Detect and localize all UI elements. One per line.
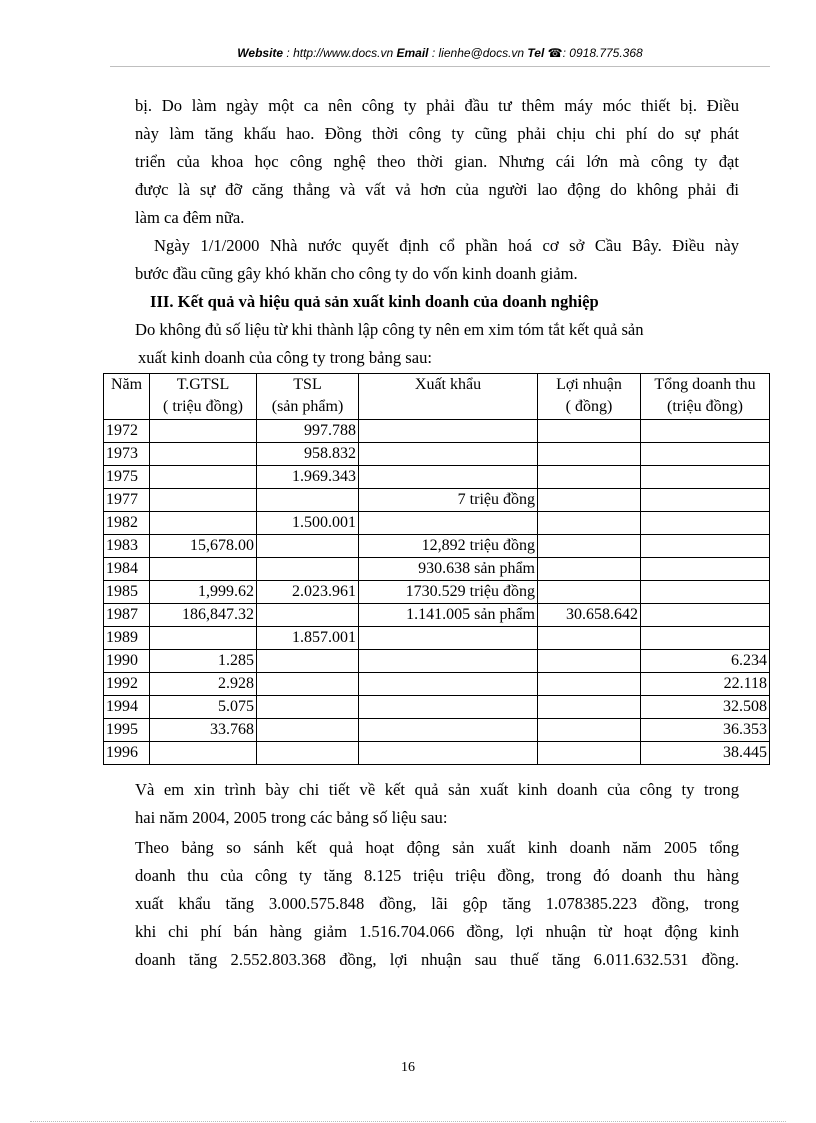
- cell-year: 1983: [104, 535, 150, 558]
- cell-tsl: [257, 696, 359, 719]
- header-gtsl: T.GTSL ( triệu đồng): [150, 374, 257, 420]
- text-line: Và em xin trình bày chi tiết về kết quả sản xuất kinh doanh của công ty trong: [135, 780, 739, 799]
- cell-tsl: [257, 650, 359, 673]
- table-row: [104, 696, 770, 719]
- paragraph-2: [135, 232, 739, 288]
- cell-export: [359, 443, 538, 466]
- cell-gtsl: [150, 558, 257, 581]
- text-line: xuất kinh doanh của công ty trong bảng sau:: [138, 348, 433, 367]
- cell-revenue: [641, 443, 770, 466]
- cell-revenue: 6.234: [641, 650, 770, 673]
- cell-tsl: [257, 558, 359, 581]
- cell-year: 1989: [104, 627, 150, 650]
- table-row: [104, 627, 770, 650]
- cell-gtsl: 2.928: [150, 673, 257, 696]
- header-year: Năm: [104, 374, 150, 420]
- website-value: : http://www.docs.vn: [286, 46, 394, 60]
- cell-profit: [538, 650, 641, 673]
- cell-year: 1992: [104, 673, 150, 696]
- page-header: [110, 46, 770, 60]
- cell-revenue: [641, 466, 770, 489]
- text-line: xuất khẩu tăng 3.000.575.848 đồng, lãi gộp tăng 1.078385.223 đồng, trong: [135, 894, 739, 913]
- cell-export: [359, 742, 538, 765]
- table-row: [104, 604, 770, 627]
- text-line: Ngày 1/1/2000 Nhà nước quyết định cổ phần hoá cơ sở Cầu Bây. Điều này: [154, 236, 739, 255]
- cell-year: 1975: [104, 466, 150, 489]
- section-title: III. Kết quả và hiệu quả sản xuất kinh doanh của doanh nghiệp: [150, 292, 599, 311]
- cell-year: 1990: [104, 650, 150, 673]
- cell-tsl: [257, 719, 359, 742]
- cell-tsl: [257, 535, 359, 558]
- cell-revenue: [641, 558, 770, 581]
- table-row: [104, 673, 770, 696]
- paragraph-4: [135, 776, 739, 832]
- cell-gtsl: [150, 627, 257, 650]
- cell-export: [359, 650, 538, 673]
- text-line: triển của khoa học công nghệ theo thời gian. Nhưng cái lớn mà công ty đạt: [135, 152, 739, 171]
- cell-export: 12,892 triệu đồng: [359, 535, 538, 558]
- text-line: làm ca đêm nữa.: [135, 208, 245, 227]
- cell-year: 1987: [104, 604, 150, 627]
- header-tsl: TSL (sản phẩm): [257, 374, 359, 420]
- text-line: bị. Do làm ngày một ca nên công ty phải đầu tư thêm máy móc thiết bị. Điều: [135, 96, 739, 115]
- cell-year: 1996: [104, 742, 150, 765]
- cell-revenue: [641, 627, 770, 650]
- header-revenue: Tổng doanh thu (triệu đồng): [641, 374, 770, 420]
- cell-revenue: 22.118: [641, 673, 770, 696]
- cell-tsl: [257, 604, 359, 627]
- footer-divider: [30, 1121, 786, 1122]
- text-line: này làm tăng khấu hao. Đồng thời công ty cũng phải chịu chi phí do sự phát: [135, 124, 739, 143]
- cell-tsl: [257, 489, 359, 512]
- text-line: Theo bảng so sánh kết quả hoạt động sản xuất kinh doanh năm 2005 tổng: [135, 838, 739, 857]
- cell-revenue: [641, 604, 770, 627]
- cell-profit: [538, 581, 641, 604]
- cell-gtsl: [150, 489, 257, 512]
- cell-tsl: 997.788: [257, 420, 359, 443]
- cell-tsl: 1.857.001: [257, 627, 359, 650]
- cell-year: 1985: [104, 581, 150, 604]
- cell-gtsl: [150, 466, 257, 489]
- text-line: Do không đủ số liệu từ khi thành lập công ty nên em xim tóm tắt kết quả sản: [135, 320, 644, 339]
- cell-gtsl: [150, 420, 257, 443]
- email-label: Email: [396, 46, 429, 60]
- cell-gtsl: [150, 512, 257, 535]
- cell-tsl: 2.023.961: [257, 581, 359, 604]
- header-profit: Lợi nhuận ( đồng): [538, 374, 641, 420]
- cell-tsl: [257, 673, 359, 696]
- cell-export: [359, 719, 538, 742]
- cell-year: 1984: [104, 558, 150, 581]
- cell-revenue: 32.508: [641, 696, 770, 719]
- cell-gtsl: [150, 742, 257, 765]
- email-value: : lienhe@docs.vn: [431, 46, 525, 60]
- cell-revenue: [641, 489, 770, 512]
- cell-year: 1972: [104, 420, 150, 443]
- text-line: hai năm 2004, 2005 trong các bảng số liệu sau:: [135, 808, 448, 827]
- table-row: [104, 558, 770, 581]
- table-row: [104, 466, 770, 489]
- table-row: [104, 443, 770, 466]
- cell-export: [359, 512, 538, 535]
- tel-label: Tel: [527, 46, 545, 60]
- cell-gtsl: 1,999.62: [150, 581, 257, 604]
- website-label: Website: [237, 46, 284, 60]
- paragraph-5: [135, 834, 739, 974]
- table-row: [104, 489, 770, 512]
- cell-export: [359, 420, 538, 443]
- cell-year: 1994: [104, 696, 150, 719]
- cell-revenue: [641, 535, 770, 558]
- cell-profit: [538, 489, 641, 512]
- tel-value: : 0918.775.368: [562, 46, 643, 60]
- cell-profit: [538, 558, 641, 581]
- text-line: khi chi phí bán hàng giảm 1.516.704.066 đồng, lợi nhuận từ hoạt động kinh: [135, 922, 739, 941]
- cell-gtsl: 1.285: [150, 650, 257, 673]
- table-row: [104, 535, 770, 558]
- table-row: [104, 650, 770, 673]
- cell-revenue: [641, 581, 770, 604]
- paragraph-3: [135, 316, 745, 372]
- table-row: [104, 719, 770, 742]
- cell-export: [359, 696, 538, 719]
- cell-revenue: [641, 512, 770, 535]
- table-row: [104, 742, 770, 765]
- text-line: được là sự đỡ căng thẳng và vất vả hơn của người lao động do không phải đi: [135, 180, 739, 199]
- header-export: Xuất khẩu: [359, 374, 538, 420]
- cell-profit: [538, 443, 641, 466]
- phone-icon: ☎: [547, 46, 563, 60]
- table-header-row: [104, 374, 770, 420]
- cell-tsl: 958.832: [257, 443, 359, 466]
- cell-year: 1995: [104, 719, 150, 742]
- cell-profit: [538, 535, 641, 558]
- cell-tsl: 1.969.343: [257, 466, 359, 489]
- paragraph-1: [135, 92, 739, 232]
- cell-tsl: [257, 742, 359, 765]
- table-row: [104, 581, 770, 604]
- cell-export: [359, 673, 538, 696]
- cell-profit: [538, 742, 641, 765]
- cell-tsl: 1.500.001: [257, 512, 359, 535]
- cell-gtsl: 5.075: [150, 696, 257, 719]
- page-number: 16: [401, 1060, 415, 1075]
- cell-profit: [538, 512, 641, 535]
- cell-export: 1730.529 triệu đồng: [359, 581, 538, 604]
- cell-export: [359, 466, 538, 489]
- cell-gtsl: 33.768: [150, 719, 257, 742]
- cell-profit: [538, 719, 641, 742]
- table-row: [104, 420, 770, 443]
- cell-gtsl: [150, 443, 257, 466]
- header-divider: [110, 66, 770, 67]
- cell-export: [359, 627, 538, 650]
- cell-revenue: 36.353: [641, 719, 770, 742]
- cell-profit: 30.658.642: [538, 604, 641, 627]
- text-line: doanh thu của công ty tăng 8.125 triệu triệu đồng, trong đó doanh thu hàng: [135, 866, 739, 885]
- cell-export: 1.141.005 sản phẩm: [359, 604, 538, 627]
- cell-profit: [538, 673, 641, 696]
- cell-year: 1977: [104, 489, 150, 512]
- cell-gtsl: 186,847.32: [150, 604, 257, 627]
- cell-export: 7 triệu đồng: [359, 489, 538, 512]
- cell-revenue: 38.445: [641, 742, 770, 765]
- text-line: bước đầu cũng gây khó khăn cho công ty do vốn kinh doanh giảm.: [135, 264, 578, 283]
- cell-profit: [538, 627, 641, 650]
- cell-export: 930.638 sản phẩm: [359, 558, 538, 581]
- cell-profit: [538, 696, 641, 719]
- table-row: [104, 512, 770, 535]
- cell-revenue: [641, 420, 770, 443]
- cell-year: 1982: [104, 512, 150, 535]
- results-table: [103, 373, 770, 765]
- cell-gtsl: 15,678.00: [150, 535, 257, 558]
- cell-profit: [538, 420, 641, 443]
- cell-profit: [538, 466, 641, 489]
- text-line: doanh tăng 2.552.803.368 đồng, lợi nhuận sau thuế tăng 6.011.632.531 đồng.: [135, 950, 739, 969]
- cell-year: 1973: [104, 443, 150, 466]
